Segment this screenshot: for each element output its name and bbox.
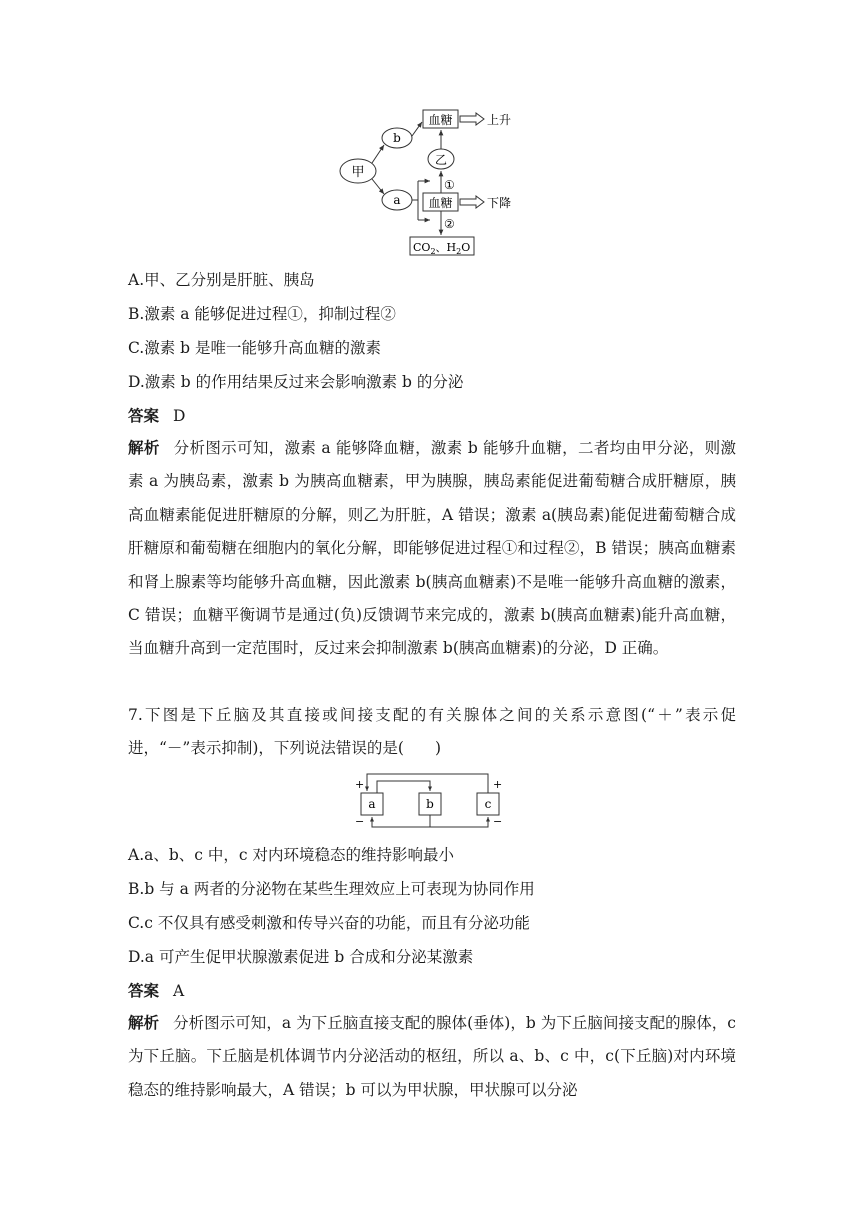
q6-option-a: A.甲、乙分别是肝脏、胰岛	[128, 271, 315, 289]
minus-sign-1: −	[355, 815, 365, 828]
q7-stem: 7.下图是下丘脑及其直接或间接支配的有关腺体之间的关系示意图(“＋”表示促进，“－”表示抑制)，下列说法错误的是( )	[128, 706, 736, 758]
xuetang-top-label: 血糖	[428, 113, 453, 127]
q6-analysis-label: 解析	[128, 439, 160, 457]
node-a-label: a	[393, 193, 401, 207]
loop-a-to-b	[377, 781, 430, 793]
hollow-arrow-up	[460, 113, 484, 125]
q6-analysis-text: 分析图示可知，激素 a 能够降血糖，激素 b 能够升血糖，二者均由甲分泌，则激素 a 为胰岛素，激素 b 为胰高血糖素，甲为胰腺，胰岛素能促进葡萄糖合成肝糖原，胰高血糖素能促进肝糖原的分解，则乙为肝脏，A 错误；激素 a(胰岛素)能促进葡萄糖合成肝糖原和葡萄糖在细胞内的氧化分解，即能够促进过程①和过程②，B 错误；胰高血糖素和肾上腺素等均能够升高血糖，因此激素 b(胰高血糖素)不是唯一能够升高血糖的激素，C 错误；血糖平衡调节是通过(负)反馈调节来完成的，激素 b(胰高血糖素)能升高血糖，当血糖升高到一定范围时，反过来会抑制激素 b(胰高血糖素)的分泌，D 正确。	[128, 439, 736, 658]
co2-text: CO	[413, 241, 431, 254]
q7-answer	[128, 981, 184, 1001]
hollow-arrow-down	[460, 196, 484, 208]
q7-answer-value: A	[173, 982, 185, 1000]
q7-analysis-text: 分析图示可知，a 为下丘脑直接支配的腺体(垂体)，b 为下丘脑间接支配的腺体，c 为下丘脑。下丘脑是机体调节内分泌活动的枢纽，所以 a、b、c 中，c(下丘脑)对内环境稳态的维持影响最大，A 错误；b 可以为甲状腺，甲状腺可以分泌	[128, 1014, 736, 1099]
q6-answer-label: 答案	[128, 407, 160, 425]
shangsheng-label: 上升	[487, 113, 512, 127]
loop-b-to-c	[430, 817, 488, 827]
q7-analysis-label: 解析	[128, 1014, 160, 1032]
xiajiang-label: 下降	[487, 196, 512, 210]
node-b-label: b	[393, 131, 401, 145]
arrow-b-xuetang	[412, 122, 422, 136]
circle1-label: ①	[444, 178, 455, 192]
minus-sign-2: −	[493, 815, 503, 828]
co2-subscript: 2	[430, 247, 436, 256]
q7-option-a: A.a、b、c 中，c 对内环境稳态的维持影响最小	[128, 846, 455, 864]
q6-option-b: B.激素 a 能够促进过程①，抑制过程②	[128, 305, 396, 323]
plus-sign-1: +	[355, 778, 365, 791]
box-b-label: b	[426, 797, 434, 811]
q7-analysis	[128, 1007, 736, 1107]
q7-option-b: B.b 与 a 两者的分泌物在某些生理效应上可表现为协同作用	[128, 880, 535, 898]
loop-c-to-a	[367, 774, 488, 793]
q6-option-d: D.激素 b 的作用结果反过来会影响激素 b 的分泌	[128, 373, 464, 391]
hypothalamus-diagram	[355, 768, 515, 834]
q6-answer	[128, 406, 185, 426]
h2o-h-text: H	[446, 241, 457, 254]
box-a-label: a	[368, 797, 376, 811]
q7-answer-label: 答案	[128, 982, 160, 1000]
arrow-jia-b	[372, 145, 384, 163]
node-jia-label: 甲	[351, 165, 365, 180]
h2o-subscript: 2	[456, 247, 462, 256]
xuetang-mid-label: 血糖	[428, 196, 453, 210]
q6-answer-value: D	[173, 407, 186, 425]
plus-sign-2: +	[493, 778, 503, 791]
h2o-o-text: O	[461, 241, 471, 254]
box-c-label: c	[484, 797, 492, 811]
q6-analysis	[128, 432, 736, 666]
co2-h2o-label	[413, 241, 470, 256]
separator-text: 、	[435, 241, 447, 254]
q7-option-c: C.c 不仅具有感受刺激和传导兴奋的功能，而且有分泌功能	[128, 914, 530, 932]
circle2-label: ②	[444, 217, 455, 231]
q7-option-d: D.a 可产生促甲状腺激素促进 b 合成和分泌某激素	[128, 948, 474, 966]
arrow-jia-a	[372, 179, 384, 194]
node-yi-label: 乙	[434, 153, 448, 167]
loop-b-to-a	[372, 815, 430, 827]
blood-glucose-diagram	[330, 102, 530, 260]
q6-option-c: C.激素 b 是唯一能够升高血糖的激素	[128, 339, 382, 357]
